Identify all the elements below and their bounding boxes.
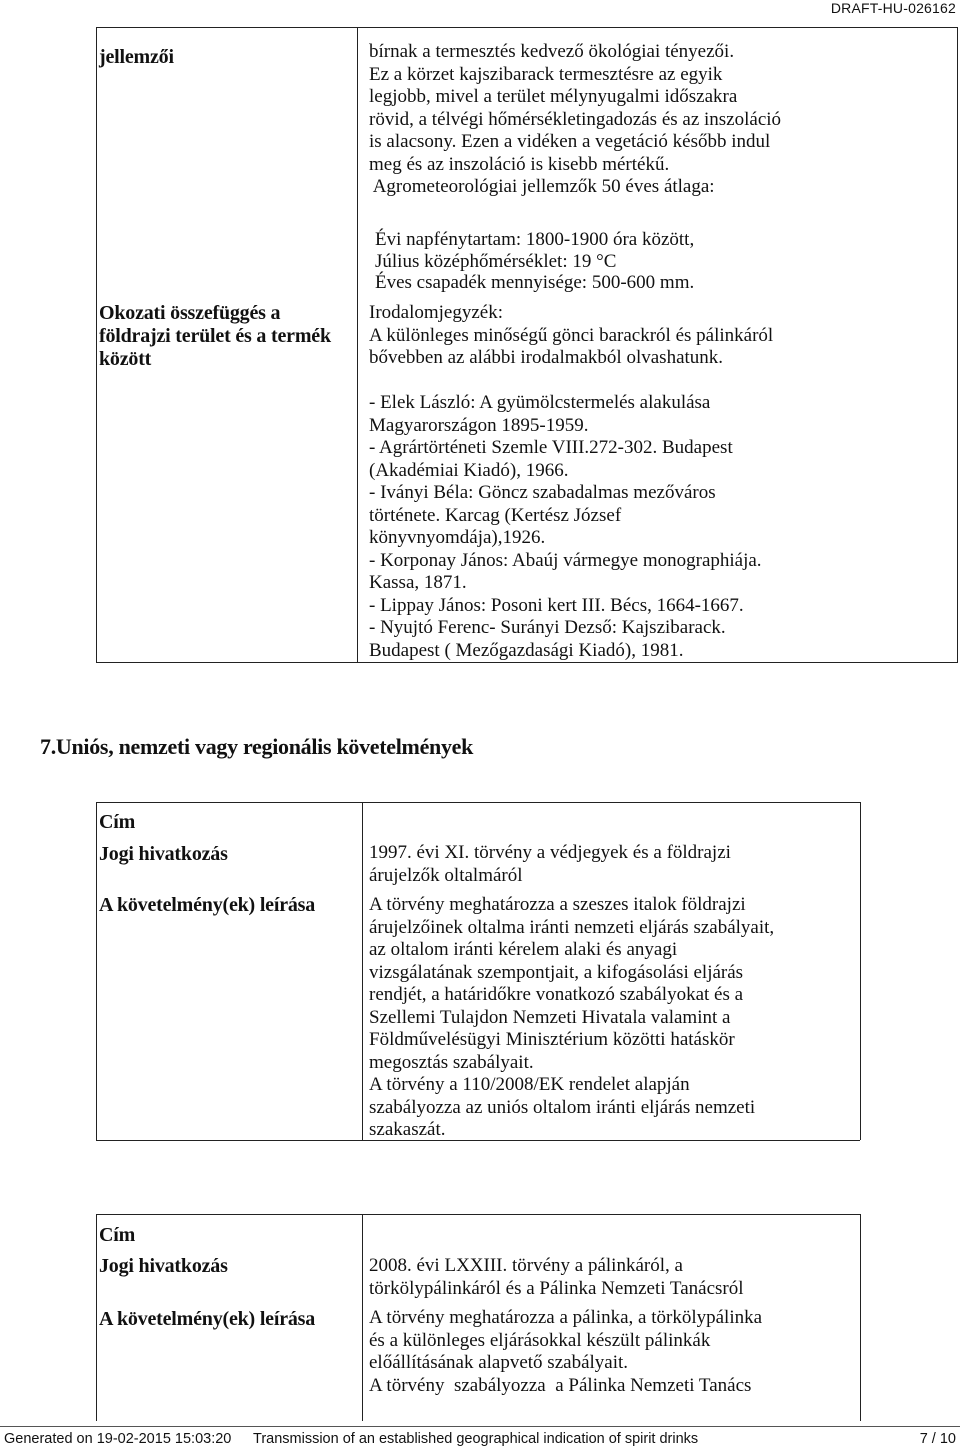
table-border (96, 662, 958, 663)
list-item: Budapest ( Mezőgazdasági Kiadó), 1981. (369, 639, 684, 661)
text-line: Évi napfénytartam: 1800-1900 óra között, (375, 229, 695, 250)
table-border (357, 27, 358, 662)
text-line: Irodalomjegyzék: (369, 302, 504, 323)
kovetelmeny-leirasa-value (369, 894, 859, 1142)
section-title: 7.Uniós, nemzeti vagy regionális követelmények (40, 734, 474, 759)
text-line: A törvény a 110/2008/EK rendelet alapján (369, 1074, 690, 1095)
footer-rule (0, 1426, 960, 1427)
text-line: az oltalom iránti kérelem alaki és anyagi (369, 939, 678, 960)
row-label-jellemzoi: jellemzői (99, 46, 174, 68)
text-line: Földművelésügyi Minisztérium közötti hatáskör (369, 1029, 735, 1050)
text-line: bírnak a termesztés kedvező ökológiai tényezői. (369, 41, 735, 62)
text-line: A különleges minőségű gönci barackról és pálinkáról (369, 324, 774, 346)
row-text-jellemzoi (369, 41, 954, 199)
table-border (957, 27, 958, 662)
text-line: Szellemi Tulajdon Nemzeti Hivatala valamint a (369, 1006, 731, 1028)
label-line: földrajzi terület és a termék (99, 325, 331, 347)
text-line: meg és az inszoláció is kisebb mértékű. (369, 153, 670, 175)
label-line: Okozati összefüggés a (99, 302, 281, 324)
text-line: rendjét, a határidőkre vonatkozó szabályokat és a (369, 984, 744, 1005)
text-line: és a különleges eljárásokkal készült pálinkák (369, 1329, 711, 1351)
table-border (96, 1214, 97, 1421)
table-border (860, 1214, 861, 1421)
text-line: előállításának alapvető szabályait. (369, 1352, 629, 1373)
text-line: bővebben az alábbi irodalmakból olvashatunk. (369, 347, 724, 368)
list-item: - Agrártörténeti Szemle VIII.272-302. Budapest (369, 437, 733, 458)
list-item: könyvnyomdája),1926. (369, 527, 546, 548)
kovetelmeny-leirasa-label: A követelmény(ek) leírása (99, 894, 316, 916)
text-line: megosztás szabályait. (369, 1051, 534, 1073)
list-item: - Lippay János: Posoni kert III. Bécs, 1664-1667. (369, 594, 744, 616)
climate-data (375, 229, 955, 294)
footer-title: Transmission of an established geographical indication of spirit drinks (253, 1431, 699, 1447)
list-item: Magyarországon 1895-1959. (369, 414, 589, 436)
jogi-hivatkozas-value (369, 1255, 859, 1300)
cim-label: Cím (99, 1224, 136, 1246)
row-label-okozati (99, 302, 354, 371)
table-border (96, 27, 97, 662)
list-item: - Nyujtó Ferenc- Surányi Dezső: Kajszibarack. (369, 617, 726, 638)
jogi-hivatkozas-value (369, 842, 859, 887)
list-item: története. Karcag (Kertész József (369, 504, 622, 526)
footer-page-number: 7 / 10 (919, 1431, 956, 1447)
table-border (860, 802, 861, 1140)
text-line: Agrometeorológiai jellemzők 50 éves átlaga: (369, 176, 715, 197)
table-border (96, 802, 860, 803)
document-id: DRAFT-HU-026162 (830, 0, 956, 16)
text-line: szabályozza az uniós oltalom iránti eljárás nemzeti (369, 1096, 756, 1118)
label-line: között (99, 348, 152, 370)
list-item: Kassa, 1871. (369, 572, 467, 593)
bibliography-intro (369, 302, 954, 370)
text-line: is alacsony. Ezen a vidéken a vegetáció később indul (369, 131, 771, 152)
table-border (96, 1214, 860, 1215)
list-item: - Iványi Béla: Göncz szabadalmas mezőváros (369, 482, 716, 503)
text-line: 2008. évi LXXIII. törvény a pálinkáról, a (369, 1255, 683, 1276)
footer-generated: Generated on 19-02-2015 15:03:20 (4, 1431, 232, 1447)
text-line: legjobb, mivel a terület mélynyugalmi időszakra (369, 86, 738, 107)
kovetelmeny-leirasa-label: A követelmény(ek) leírása (99, 1308, 316, 1330)
kovetelmeny-leirasa-value (369, 1307, 859, 1397)
jogi-hivatkozas-label: Jogi hivatkozás (99, 1255, 228, 1277)
text-line: Július középhőmérséklet: 19 °C (375, 250, 617, 272)
table-border (362, 1214, 363, 1421)
text-line: törkölypálinkáról és a Pálinka Nemzeti Tanácsról (369, 1277, 744, 1299)
text-line: Éves csapadék mennyisége: 500-600 mm. (375, 272, 695, 293)
text-line: A törvény szabályozza a Pálinka Nemzeti Tanács (369, 1374, 752, 1396)
jogi-hivatkozas-label: Jogi hivatkozás (99, 843, 228, 865)
bibliography-list (369, 392, 954, 662)
cim-label: Cím (99, 811, 136, 833)
text-line: árujelzők oltalmáról (369, 864, 523, 886)
text-line: rövid, a télvégi hőmérsékletingadozás és az inszoláció (369, 108, 782, 130)
text-line: szakaszát. (369, 1119, 446, 1140)
text-line: A törvény meghatározza a szeszes italok földrajzi (369, 894, 746, 915)
list-item: - Korponay János: Abaúj vármegye monographiája. (369, 549, 762, 571)
text-line: vizsgálatának szempontjait, a kifogásolási eljárás (369, 961, 744, 983)
text-line: árujelzőinek oltalma iránti nemzeti eljárás szabályait, (369, 916, 775, 938)
text-line: Ez a körzet kajszibarack termesztésre az egyik (369, 63, 723, 85)
table-border (96, 27, 958, 28)
text-line: 1997. évi XI. törvény a védjegyek és a földrajzi (369, 842, 731, 863)
table-border (96, 802, 97, 1140)
list-item: (Akadémiai Kiadó), 1966. (369, 459, 569, 481)
text-line: A törvény meghatározza a pálinka, a törkölypálinka (369, 1307, 763, 1328)
table-border (362, 802, 363, 1140)
list-item: - Elek László: A gyümölcstermelés alakulása (369, 392, 711, 413)
